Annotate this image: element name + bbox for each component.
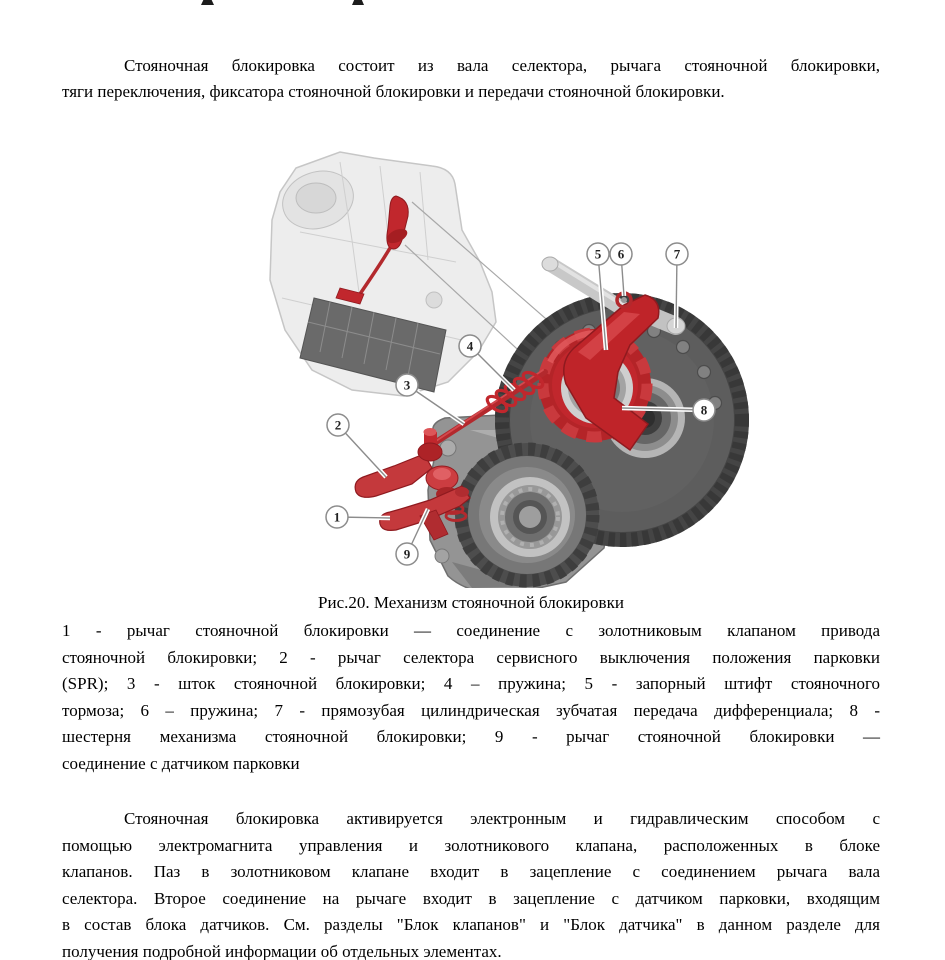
text-line: шестерня механизма стояночной блокировки; 9 - рычаг стояночной блокировки — xyxy=(62,727,880,746)
callout-6 xyxy=(610,243,632,296)
svg-text:5: 5 xyxy=(594,246,602,262)
text-line: тормоза; 6 – пружина; 7 - прямозубая цилиндрическая зубчатая передача дифференциала; 8 - xyxy=(62,700,880,720)
clipped-heading-fragment xyxy=(352,0,364,5)
transmission-housing-art xyxy=(270,152,496,396)
text-line: получения подробной информации об отдельных элементах. xyxy=(62,941,502,960)
figure-diagram xyxy=(0,138,945,588)
intro-paragraph xyxy=(62,53,880,105)
text-line: 1 - рычаг стояночной блокировки — соединение с золотниковым клапаном привода xyxy=(62,621,880,640)
svg-text:9: 9 xyxy=(403,546,411,562)
text-line: стояночной блокировки; 2 - рычаг селектора сервисного выключения положения парковки xyxy=(62,647,880,667)
text-line: тяги переключения, фиксатора стояночной блокировки и передачи стояночной блокировки. xyxy=(62,82,725,101)
text-line: Стояночная блокировка активируется электронным и гидравлическим способом с xyxy=(124,809,880,828)
figure-caption: Рис.20. Механизм стояночной блокировки xyxy=(318,593,624,612)
svg-text:3: 3 xyxy=(403,377,411,393)
text-line: соединение с датчиком парковки xyxy=(62,753,300,773)
svg-text:6: 6 xyxy=(617,246,625,262)
body-paragraph xyxy=(62,806,880,960)
text-line: (SPR); 3 - шток стояночной блокировки; 4 – пружина; 5 - запорный штифт стояночного xyxy=(62,674,880,693)
svg-text:2: 2 xyxy=(334,417,342,433)
text-line: в состав блока датчиков. См. разделы "Блок клапанов" и "Блок датчика" в данном разделе для xyxy=(62,915,880,934)
text-line: селектора. Второе соединение на рычаге входит в зацепление с датчиком парковки, входящим xyxy=(62,888,880,908)
figure-legend xyxy=(62,618,880,777)
text-line: Стояночная блокировка состоит из вала селектора, рычага стояночной блокировки, xyxy=(124,56,880,75)
text-line: помощью электромагнита управления и золотникового клапана, расположенных в блоке xyxy=(62,835,880,855)
clipped-heading-fragment xyxy=(201,0,214,5)
svg-text:8: 8 xyxy=(700,402,708,418)
text-line: клапанов. Паз в золотниковом клапане входит в зацепление с соединением рычага вала xyxy=(62,862,880,881)
svg-text:7: 7 xyxy=(673,246,681,262)
svg-text:1: 1 xyxy=(333,509,341,525)
svg-text:4: 4 xyxy=(466,338,474,354)
callout-2 xyxy=(327,414,386,477)
